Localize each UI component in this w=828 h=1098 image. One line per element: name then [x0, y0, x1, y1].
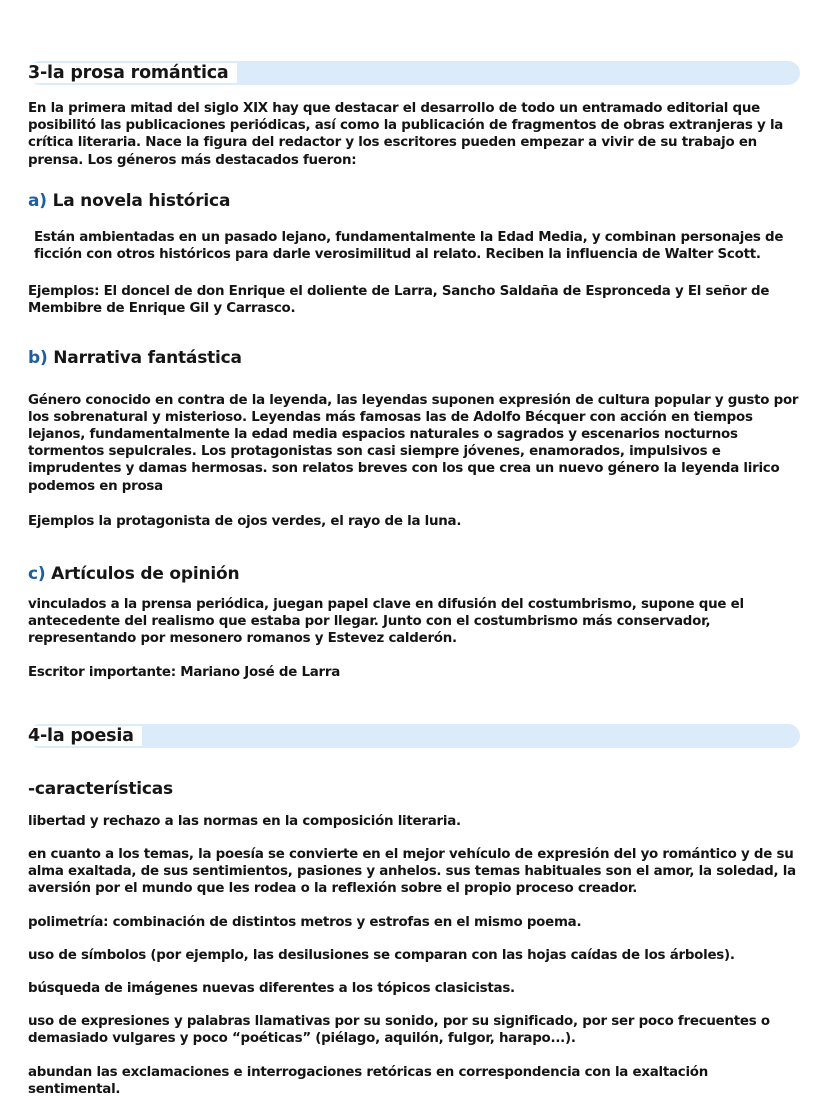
- subheading-text-articulos-de-opinion: Artículos de opinión: [51, 564, 240, 585]
- spacer: [28, 584, 800, 596]
- spacer: [28, 830, 800, 846]
- paragraph-narrativa-fantastica-1: Género conocido en contra de la leyenda, las leyendas suponen expresión de cultura popular y gusto por los sobrenatural y misterioso. Leyendas más famosas las de Adolfo Bécquer con acción en tiempos lejanos, fundamentalmente la edad media espacios naturales o sagrados y escenarios nocturnos tormentos sepulcrales. Los protagonistas son casi siempre jóvenes, enamorados, impulsivos e imprudentes y damas hermosas. son relatos breves con los que crea un nuevo género la leyenda lirico podemos en prosa: [28, 392, 799, 494]
- subheading-narrativa-fantastica: [28, 348, 800, 368]
- paragraph-novela-historica-2: Ejemplos: El doncel de don Enrique el doliente de Larra, Sancho Saldaña de Espronceda y El señor de Membibre de Enrique Gil y Carrasco.: [28, 284, 770, 317]
- spacer: [28, 530, 800, 564]
- paragraph-narrativa-fantastica-2: Ejemplos la protagonista de ojos verdes, el rayo de la luna.: [28, 513, 462, 529]
- spacer: [28, 964, 800, 980]
- spacer: [28, 318, 800, 348]
- subheading-marker-a: a): [28, 190, 47, 211]
- spacer: [28, 368, 800, 392]
- paragraph-poesia-7: abundan las exclamaciones e interrogaciones retóricas en correspondencia con la exaltación sentimental.: [28, 1064, 709, 1097]
- paragraph-articulos-opinion-1: vinculados a la prensa periódica, juegan papel clave en difusión del costumbrismo, supone que el antecedente del realismo que estaba por llegar. Junto con el costumbrismo más conservador, representando por mesonero romanos y Estevez calderón.: [28, 597, 744, 647]
- spacer: [28, 681, 800, 721]
- paragraph-novela-historica-1: Están ambientadas en un pasado lejano, fundamentalmente la Edad Media, y combinan personajes de ficción con otros históricos para darle verosimilitud al relato. Reciben la influencia de Walter Scott.: [34, 229, 784, 263]
- spacer: [28, 751, 800, 779]
- spacer: [28, 169, 800, 191]
- paragraph-poesia-5: búsqueda de imágenes nuevas diferentes a los tópicos clasicistas.: [28, 981, 515, 997]
- paragraph-poesia-1: libertad y rechazo a las normas en la composición literaria.: [28, 813, 461, 829]
- subheading-marker-b: b): [28, 347, 48, 368]
- spacer: [28, 648, 800, 664]
- spacer: [28, 211, 800, 229]
- page-top-spacer: [28, 0, 800, 58]
- subheading-articulos-de-opinion: [28, 564, 800, 584]
- paragraph-poesia-6: uso de expresiones y palabras llamativas por su sonido, por su significado, por ser poco frecuentes o demasiado vulgares y poco “poéticas” (piélago, aquilón, fulgor, harapo...).: [28, 1014, 770, 1047]
- paragraph-prosa-intro: En la primera mitad del siglo XIX hay que destacar el desarrollo de todo un entramado editorial que posibilitó las publicaciones periódicas, así como la publicación de fragmentos de obras extranjeras y la crítica literaria. Nace la figura del redactor y los escritores pueden empezar a vivir de su trabajo en prensa. Los géneros más destacados fueron:: [28, 101, 784, 168]
- subheading-text-novela-historica: La novela histórica: [52, 190, 231, 211]
- spacer: [28, 799, 800, 813]
- paragraph-poesia-2: en cuanto a los temas, la poesía se convierte en el mejor vehículo de expresión del yo romántico y de su alma exaltada, de sus sentimientos, pasiones y anhelos. sus temas habituales son el amor, la soledad, la aversión por el mundo que les rodea o la reflexión sobre el propio proceso creador.: [28, 847, 796, 897]
- section-title-la-poesia: 4-la poesia: [28, 726, 142, 746]
- subheading-caracteristicas: -características: [28, 778, 173, 799]
- spacer: [28, 898, 800, 914]
- paragraph-articulos-opinion-2: Escritor importante: Mariano José de Larra: [28, 664, 341, 680]
- spacer: [28, 1048, 800, 1064]
- spacer: [28, 931, 800, 947]
- section-title-prosa-romantica: 3-la prosa romántica: [28, 63, 237, 83]
- section-heading-prosa-romantica: [28, 58, 800, 88]
- subheading-marker-c: c): [28, 564, 46, 585]
- spacer: [28, 997, 800, 1013]
- spacer: [28, 495, 800, 513]
- highlight-bar-la-poesia: [28, 724, 800, 748]
- spacer: [28, 263, 800, 283]
- section-heading-la-poesia: [28, 721, 800, 751]
- spacer: [28, 88, 800, 100]
- paragraph-poesia-4: uso de símbolos (por ejemplo, las desilusiones se comparan con las hojas caídas de los árboles).: [28, 947, 735, 963]
- paragraph-poesia-3: polimetría: combinación de distintos metros y estrofas en el mismo poema.: [28, 914, 582, 930]
- subheading-novela-historica: [28, 191, 800, 211]
- subheading-text-narrativa-fantastica: Narrativa fantástica: [53, 347, 242, 368]
